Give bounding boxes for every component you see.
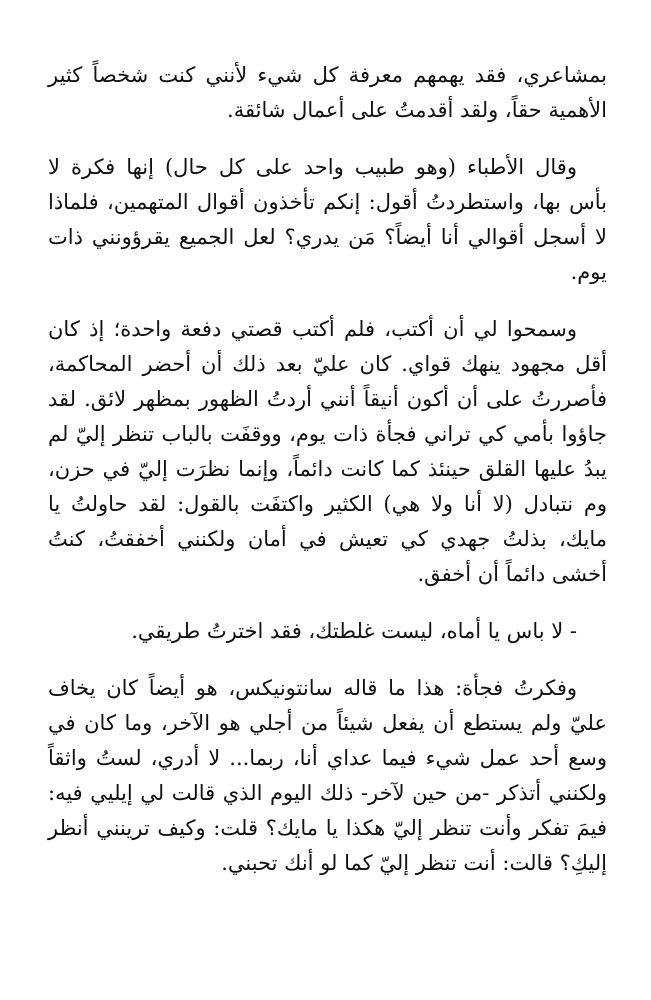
- paragraph-thought: وفكرتُ فجأة: هذا ما قاله سانتونيكس، هو أيضاً كان يخاف عليّ ولم يستطع أن يفعل شيئاً من أجلي هو الآخر، وما كان في وسع أحد عمل شيء فيما عداي أنا، ربما... لا أدري، لستُ واثقاً ولكنني أتذكر -من حين لآخر- ذلك اليوم الذي قالت لي إيليي فيه: فيمَ تفكر وأنت تنظر إليّ هكذا يا مايك؟ قلت: وكيف ترينني أنظر إليكِ؟ قالت: أنت تنظر إليّ كما لو أنك تحبني.: [48, 676, 607, 875]
- paragraph-writing: وسمحوا لي أن أكتب، فلم أكتب قصتي دفعة واحدة؛ إذ كان أقل مجهود ينهك قواي. كان عليّ بعد ذلك أن أحضر المحاكمة، فأصررتُ على أن أكون أنيقاً أنني أردتُ الظهور بمظهر لائق. لقد جاؤوا بأمي كي تراني فجأة ذات يوم، ووقفَت بالباب تنظر إليّ لم يبدُ عليها القلق حينئذ كما كانت دائماً، وإنما نظرَت إليّ في حزن، وم نتبادل (لا أنا ولا هي) الكثير واكتفَت بالقول: لقد حاولتُ يا مايك، بذلتُ جهدي كي تعيش في أمان ولكنني أخفقتُ، كنتُ أخشى دائماً أن أخفق.: [48, 317, 607, 586]
- dialogue-line: - لا باس يا أماه، ليست غلطتك، فقد اخترتُ طريقي.: [131, 619, 577, 643]
- paragraph-continuation: بمشاعري، فقد يهمهم معرفة كل شيء لأنني كنت شخصاً كثير الأهمية حقاً، ولقد أقدمتُ على أعمال شائقة.: [48, 63, 607, 122]
- paragraph-doctors: وقال الأطباء (وهو طبيب واحد على كل حال) إنها فكرة لا بأس بها، واستطردتُ أقول: إنكم تأخذون أقوال المتهمين، فلماذا لا أسجل أقوالي أنا أيضاً؟ مَن يدري؟ لعل الجميع يقرؤونني ذات يوم.: [48, 155, 607, 284]
